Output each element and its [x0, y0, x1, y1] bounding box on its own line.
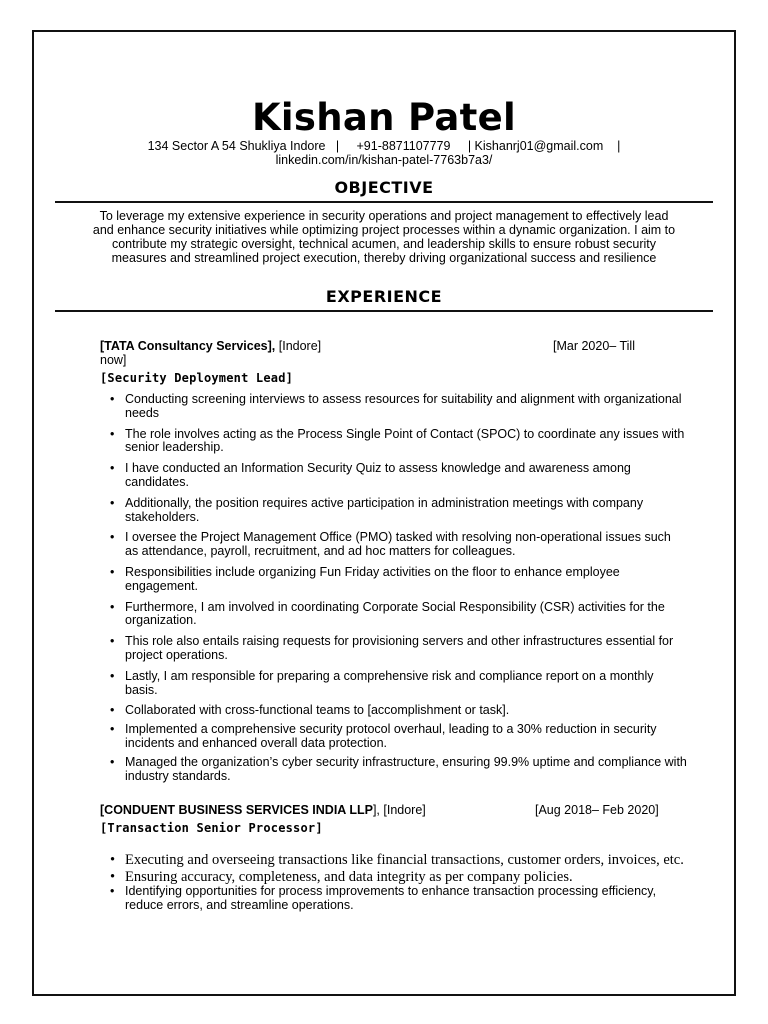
list-item: • Additionally, the position requires active participation in administration meetings with company stakeholders.	[110, 495, 644, 524]
bullet-icon: •	[110, 599, 115, 614]
bullet-icon: •	[110, 426, 115, 441]
bullet-icon: •	[110, 754, 115, 769]
contact-line-linkedin: linkedin.com/in/kishan-patel-7763b7a3/	[275, 153, 493, 167]
bullet-icon: •	[110, 868, 116, 885]
job-header-tcs	[100, 339, 670, 367]
job-header-conduent	[100, 803, 670, 817]
company-name: [TATA Consultancy Services],	[100, 339, 276, 353]
list-item: • Managed the organization’s cyber security infrastructure, ensuring 99.9% uptime and compliance with industry standards.	[110, 754, 687, 783]
objective-heading: OBJECTIVE	[334, 178, 434, 197]
contact-info	[0, 139, 768, 167]
bullet-icon: •	[110, 668, 115, 683]
bullet-icon: •	[110, 392, 115, 406]
job-date-range: [Aug 2018– Feb 2020]	[535, 803, 659, 817]
job-title: [Security Deployment Lead]	[100, 371, 294, 385]
list-item: • I oversee the Project Management Office (PMO) tasked with resolving non-operational issues such as attendance, payroll, recruitment, and ad hoc matters for colleagues.	[110, 530, 671, 559]
list-item: • Conducting screening interviews to assess resources for suitability and alignment with organizational needs	[110, 392, 682, 420]
objective-divider	[55, 201, 713, 203]
experience-heading: EXPERIENCE	[325, 287, 443, 306]
list-item: • Collaborated with cross-functional teams to [accomplishment or task].	[110, 703, 510, 718]
list-item: • The role involves acting as the Process Single Point of Contact (SPOC) to coordinate any issues with senior leadership.	[110, 426, 685, 455]
job-date-range-continued: now]	[100, 353, 127, 367]
list-item: • Furthermore, I am involved in coordinating Corporate Social Responsibility (CSR) activities for the organization.	[110, 599, 665, 628]
experience-divider	[55, 310, 713, 312]
job-location: ], [Indore]	[372, 803, 426, 817]
job-title: [Transaction Senior Processor]	[100, 821, 323, 835]
list-item: • Implemented a comprehensive security protocol overhaul, leading to a 30% reduction in security incidents and enhanced overall data protection.	[110, 722, 657, 750]
contact-line-address-phone-email: 134 Sector A 54 Shukliya Indore | +91-8871107779 | Kishanrj01@gmail.com |	[147, 139, 621, 153]
bullet-icon: •	[110, 634, 115, 649]
objective-text: To leverage my extensive experience in security operations and project management to effectively lead and enhance security initiatives while optimizing project processes within a dynamic organization. I aim to contribute my strategic oversight, technical acumen, and leadership skills to ensure robust security measures and streamlined project execution, thereby driving organizational success and resilience	[92, 209, 676, 265]
job-date-range: [Mar 2020– Till	[553, 339, 635, 353]
list-item: • Executing and overseeing transactions like financial transactions, customer orders, invoices, etc.	[110, 852, 684, 868]
bullet-icon: •	[110, 461, 115, 476]
bullet-icon: •	[110, 530, 115, 545]
list-item: • This role also entails raising requests for provisioning servers and other infrastructures essential for project operations.	[110, 634, 674, 662]
bullet-icon: •	[110, 722, 115, 737]
list-item: • Lastly, I am responsible for preparing a comprehensive risk and compliance report on a monthly basis.	[110, 668, 654, 697]
company-name: [CONDUENT BUSINESS SERVICES INDIA LLP	[100, 803, 373, 817]
list-item: • Identifying opportunities for process improvements to enhance transaction processing efficiency, reduce errors, and streamline operations.	[110, 884, 657, 912]
candidate-name: Kishan Patel	[251, 96, 517, 139]
job-responsibilities-list	[107, 852, 687, 913]
list-item: • Responsibilities include organizing Fun Friday activities on the floor to enhance employee engagement.	[110, 564, 620, 593]
bullet-icon: •	[110, 564, 115, 579]
job-location: [Indore]	[275, 339, 322, 353]
list-item: • I have conducted an Information Security Quiz to assess knowledge and awareness among candidates.	[110, 461, 631, 489]
bullet-icon: •	[110, 852, 116, 868]
bullet-icon: •	[110, 884, 115, 898]
job-responsibilities-list	[107, 393, 687, 783]
bullet-icon: •	[110, 495, 115, 510]
list-item: • Ensuring accuracy, completeness, and data integrity as per company policies.	[110, 868, 573, 885]
bullet-icon: •	[110, 703, 115, 718]
